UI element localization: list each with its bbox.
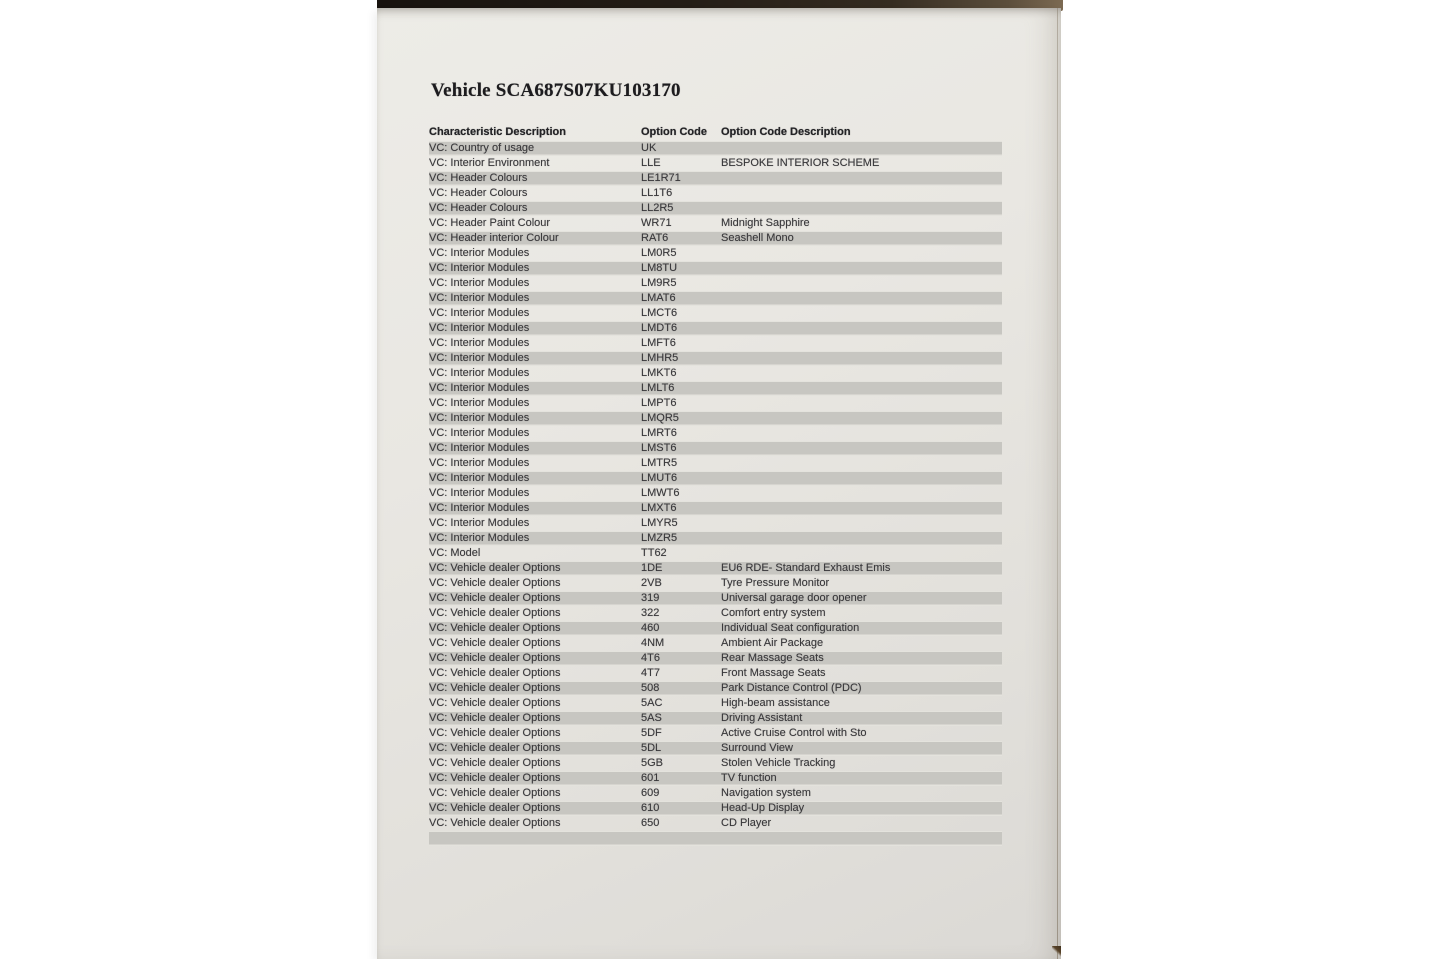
- table-row: [429, 651, 1002, 666]
- table-row: [429, 381, 1002, 396]
- characteristic-description-cell: VC: Model: [429, 547, 481, 559]
- option-code-description-cell: Navigation system: [721, 787, 811, 799]
- table-row: [429, 546, 1002, 561]
- table-row: [429, 681, 1002, 696]
- option-code-description-cell: Park Distance Control (PDC): [721, 682, 862, 694]
- table-row: [429, 156, 1002, 171]
- characteristic-description-cell: VC: Vehicle dealer Options: [429, 637, 561, 649]
- option-code-cell: LMYR5: [641, 517, 678, 529]
- characteristic-description-cell: VC: Interior Modules: [429, 457, 530, 469]
- option-code-description-cell: [721, 411, 1002, 426]
- table-row: [429, 471, 1002, 486]
- table-row: [429, 441, 1002, 456]
- characteristic-description-cell: VC: Interior Modules: [429, 412, 530, 424]
- table-row: [429, 201, 1002, 216]
- characteristic-description-cell: VC: Vehicle dealer Options: [429, 757, 561, 769]
- option-code-description-cell: Individual Seat configuration: [721, 622, 860, 634]
- option-code-description-cell: [721, 306, 1002, 321]
- table-row: [429, 771, 1002, 786]
- table-row: [429, 456, 1002, 471]
- characteristic-description-cell: VC: Interior Modules: [429, 427, 530, 439]
- option-code-cell: LL2R5: [641, 202, 674, 214]
- table-row: [429, 591, 1002, 606]
- table-row: [429, 606, 1002, 621]
- characteristic-description-cell: VC: Vehicle dealer Options: [429, 682, 561, 694]
- table-body: [429, 141, 1002, 846]
- option-code-cell: LMXT6: [641, 502, 677, 514]
- option-code-cell: LMWT6: [641, 487, 680, 499]
- table-row: [429, 366, 1002, 381]
- characteristic-description-cell: VC: Vehicle dealer Options: [429, 652, 561, 664]
- option-code-cell: LMKT6: [641, 367, 677, 379]
- option-code-description-cell: [721, 426, 1002, 441]
- option-code-description-cell: [721, 531, 1002, 546]
- characteristic-description-cell: VC: Interior Modules: [429, 277, 530, 289]
- option-code-description-cell: [721, 276, 1002, 291]
- characteristic-description-cell: VC: Vehicle dealer Options: [429, 607, 561, 619]
- table-row: [429, 351, 1002, 366]
- option-code-cell: LE1R71: [641, 172, 681, 184]
- table-row: [429, 636, 1002, 651]
- table-row: [429, 246, 1002, 261]
- table-row: [429, 291, 1002, 306]
- column-header-characteristic-description: Characteristic Description: [429, 126, 566, 138]
- option-code-description-cell: Tyre Pressure Monitor: [721, 577, 830, 589]
- table-row: [429, 561, 1002, 576]
- table-row: [429, 486, 1002, 501]
- option-code-cell: LMLT6: [641, 382, 675, 394]
- column-header-option-code-description: Option Code Description: [721, 126, 851, 138]
- option-code-description-cell: [721, 396, 1002, 411]
- characteristic-description-cell: VC: Interior Modules: [429, 322, 530, 334]
- characteristic-description-cell: VC: Vehicle dealer Options: [429, 817, 561, 829]
- table-row: [429, 621, 1002, 636]
- table-row: [429, 516, 1002, 531]
- option-code-description-cell: High-beam assistance: [721, 697, 830, 709]
- option-code-description-cell: [721, 501, 1002, 516]
- option-code-description-cell: Midnight Sapphire: [721, 217, 810, 229]
- table-row: [429, 321, 1002, 336]
- option-code-description-cell: BESPOKE INTERIOR SCHEME: [721, 157, 880, 169]
- option-code-description-cell: [721, 321, 1002, 336]
- option-code-cell: 5AC: [641, 697, 663, 709]
- paper-edge-crease: [1057, 8, 1058, 959]
- option-code-cell: 4T7: [641, 667, 660, 679]
- option-code-cell: 5DF: [641, 727, 662, 739]
- table-row: [429, 276, 1002, 291]
- option-code-description-cell: [721, 546, 1002, 561]
- option-code-cell: WR71: [641, 217, 672, 229]
- option-code-description-cell: CD Player: [721, 817, 772, 829]
- option-code-cell: 2VB: [641, 577, 662, 589]
- empty-stripe-row: [429, 831, 1002, 846]
- characteristic-description-cell: VC: Header Colours: [429, 202, 528, 214]
- option-code-cell: 322: [641, 607, 660, 619]
- table-row: [429, 666, 1002, 681]
- table-row: [429, 531, 1002, 546]
- option-code-cell: 5GB: [641, 757, 664, 769]
- option-code-description-cell: Ambient Air Package: [721, 637, 824, 649]
- option-code-description-cell: [721, 351, 1002, 366]
- characteristic-description-cell: VC: Vehicle dealer Options: [429, 622, 561, 634]
- option-code-description-cell: Driving Assistant: [721, 712, 803, 724]
- option-code-cell: LL1T6: [641, 187, 673, 199]
- characteristic-description-cell: VC: Interior Modules: [429, 247, 530, 259]
- characteristic-description-cell: VC: Interior Modules: [429, 262, 530, 274]
- column-header-option-code: Option Code: [641, 126, 707, 138]
- option-code-description-cell: EU6 RDE- Standard Exhaust Emis: [721, 562, 891, 574]
- option-code-cell: UK: [641, 142, 657, 154]
- option-code-cell: 610: [641, 802, 660, 814]
- characteristic-description-cell: VC: Vehicle dealer Options: [429, 577, 561, 589]
- option-code-cell: LMDT6: [641, 322, 678, 334]
- table-row: [429, 786, 1002, 801]
- option-code-cell: LM8TU: [641, 262, 678, 274]
- table-row: [429, 411, 1002, 426]
- option-code-description-cell: Head-Up Display: [721, 802, 805, 814]
- option-code-description-cell: Rear Massage Seats: [721, 652, 824, 664]
- table-row: [429, 756, 1002, 771]
- option-code-description-cell: Surround View: [721, 742, 793, 754]
- table-row: [429, 696, 1002, 711]
- option-code-description-cell: Universal garage door opener: [721, 592, 867, 604]
- option-code-cell: TT62: [641, 547, 667, 559]
- option-code-description-cell: [721, 471, 1002, 486]
- option-code-cell: LMQR5: [641, 412, 679, 424]
- option-code-cell: 508: [641, 682, 660, 694]
- option-code-cell: [641, 831, 721, 846]
- characteristic-description-cell: VC: Interior Modules: [429, 472, 530, 484]
- table-row: [429, 186, 1002, 201]
- option-code-cell: LMHR5: [641, 352, 679, 364]
- characteristic-description-cell: VC: Interior Modules: [429, 487, 530, 499]
- option-code-description-cell: [721, 381, 1002, 396]
- characteristic-description-cell: VC: Header Colours: [429, 172, 528, 184]
- characteristic-description-cell: [429, 831, 641, 846]
- characteristic-description-cell: VC: Vehicle dealer Options: [429, 712, 561, 724]
- option-code-description-cell: TV function: [721, 772, 777, 784]
- option-code-cell: LMZR5: [641, 532, 678, 544]
- option-code-description-cell: Comfort entry system: [721, 607, 826, 619]
- characteristic-description-cell: VC: Interior Modules: [429, 367, 530, 379]
- vehicle-options-table: [429, 125, 1002, 846]
- characteristic-description-cell: VC: Interior Modules: [429, 337, 530, 349]
- characteristic-description-cell: VC: Interior Modules: [429, 382, 530, 394]
- characteristic-description-cell: VC: Interior Modules: [429, 502, 530, 514]
- table-header-row: [429, 125, 1002, 141]
- option-code-cell: 460: [641, 622, 660, 634]
- characteristic-description-cell: VC: Interior Modules: [429, 352, 530, 364]
- characteristic-description-cell: VC: Header Colours: [429, 187, 528, 199]
- paper-sheet: [377, 8, 1061, 959]
- option-code-cell: LMCT6: [641, 307, 678, 319]
- characteristic-description-cell: VC: Vehicle dealer Options: [429, 802, 561, 814]
- table-row: [429, 261, 1002, 276]
- option-code-description-cell: [721, 186, 1002, 201]
- option-code-cell: LMFT6: [641, 337, 676, 349]
- characteristic-description-cell: VC: Interior Modules: [429, 307, 530, 319]
- option-code-description-cell: [721, 831, 1002, 846]
- characteristic-description-cell: VC: Interior Modules: [429, 517, 530, 529]
- option-code-description-cell: Stolen Vehicle Tracking: [721, 757, 836, 769]
- option-code-cell: 5AS: [641, 712, 662, 724]
- option-code-cell: LM0R5: [641, 247, 677, 259]
- option-code-cell: LMST6: [641, 442, 677, 454]
- characteristic-description-cell: VC: Header Paint Colour: [429, 217, 551, 229]
- table-row: [429, 141, 1002, 156]
- option-code-description-cell: Seashell Mono: [721, 232, 794, 244]
- option-code-description-cell: Front Massage Seats: [721, 667, 826, 679]
- table-row: [429, 216, 1002, 231]
- table-row: [429, 711, 1002, 726]
- option-code-cell: 5DL: [641, 742, 662, 754]
- page-title: Vehicle SCA687S07KU103170: [431, 80, 681, 101]
- option-code-cell: LMRT6: [641, 427, 677, 439]
- option-code-description-cell: [721, 336, 1002, 351]
- characteristic-description-cell: VC: Header interior Colour: [429, 232, 559, 244]
- characteristic-description-cell: VC: Vehicle dealer Options: [429, 787, 561, 799]
- option-code-cell: 4T6: [641, 652, 660, 664]
- option-code-description-cell: [721, 141, 1002, 156]
- characteristic-description-cell: VC: Vehicle dealer Options: [429, 727, 561, 739]
- option-code-cell: 319: [641, 592, 660, 604]
- option-code-cell: 650: [641, 817, 660, 829]
- characteristic-description-cell: VC: Interior Modules: [429, 292, 530, 304]
- option-code-cell: RAT6: [641, 232, 669, 244]
- characteristic-description-cell: VC: Vehicle dealer Options: [429, 667, 561, 679]
- characteristic-description-cell: VC: Interior Modules: [429, 397, 530, 409]
- characteristic-description-cell: VC: Vehicle dealer Options: [429, 772, 561, 784]
- characteristic-description-cell: VC: Vehicle dealer Options: [429, 562, 561, 574]
- option-code-cell: LMPT6: [641, 397, 677, 409]
- table-row: [429, 726, 1002, 741]
- option-code-description-cell: [721, 201, 1002, 216]
- characteristic-description-cell: VC: Interior Modules: [429, 442, 530, 454]
- option-code-description-cell: [721, 486, 1002, 501]
- option-code-cell: 609: [641, 787, 660, 799]
- option-code-cell: 1DE: [641, 562, 663, 574]
- table-row: [429, 426, 1002, 441]
- option-code-cell: 4NM: [641, 637, 665, 649]
- option-code-cell: LMUT6: [641, 472, 678, 484]
- table-row: [429, 816, 1002, 831]
- option-code-description-cell: [721, 171, 1002, 186]
- table-row: [429, 801, 1002, 816]
- option-code-cell: LM9R5: [641, 277, 677, 289]
- option-code-description-cell: [721, 261, 1002, 276]
- table-row: [429, 501, 1002, 516]
- option-code-cell: LLE: [641, 157, 661, 169]
- table-row: [429, 576, 1002, 591]
- option-code-description-cell: [721, 516, 1002, 531]
- option-code-cell: 601: [641, 772, 660, 784]
- characteristic-description-cell: VC: Vehicle dealer Options: [429, 742, 561, 754]
- characteristic-description-cell: VC: Interior Modules: [429, 532, 530, 544]
- option-code-description-cell: [721, 441, 1002, 456]
- option-code-description-cell: [721, 291, 1002, 306]
- table-row: [429, 741, 1002, 756]
- option-code-cell: LMAT6: [641, 292, 676, 304]
- characteristic-description-cell: VC: Interior Environment: [429, 157, 550, 169]
- table-row: [429, 306, 1002, 321]
- characteristic-description-cell: VC: Country of usage: [429, 142, 535, 154]
- option-code-cell: LMTR5: [641, 457, 678, 469]
- table-row: [429, 231, 1002, 246]
- characteristic-description-cell: VC: Vehicle dealer Options: [429, 592, 561, 604]
- paper-corner-gap: [1052, 946, 1061, 959]
- characteristic-description-cell: VC: Vehicle dealer Options: [429, 697, 561, 709]
- table-row: [429, 396, 1002, 411]
- option-code-description-cell: Active Cruise Control with Sto: [721, 727, 867, 739]
- table-row: [429, 171, 1002, 186]
- option-code-description-cell: [721, 246, 1002, 261]
- table-row: [429, 336, 1002, 351]
- option-code-description-cell: [721, 366, 1002, 381]
- option-code-description-cell: [721, 456, 1002, 471]
